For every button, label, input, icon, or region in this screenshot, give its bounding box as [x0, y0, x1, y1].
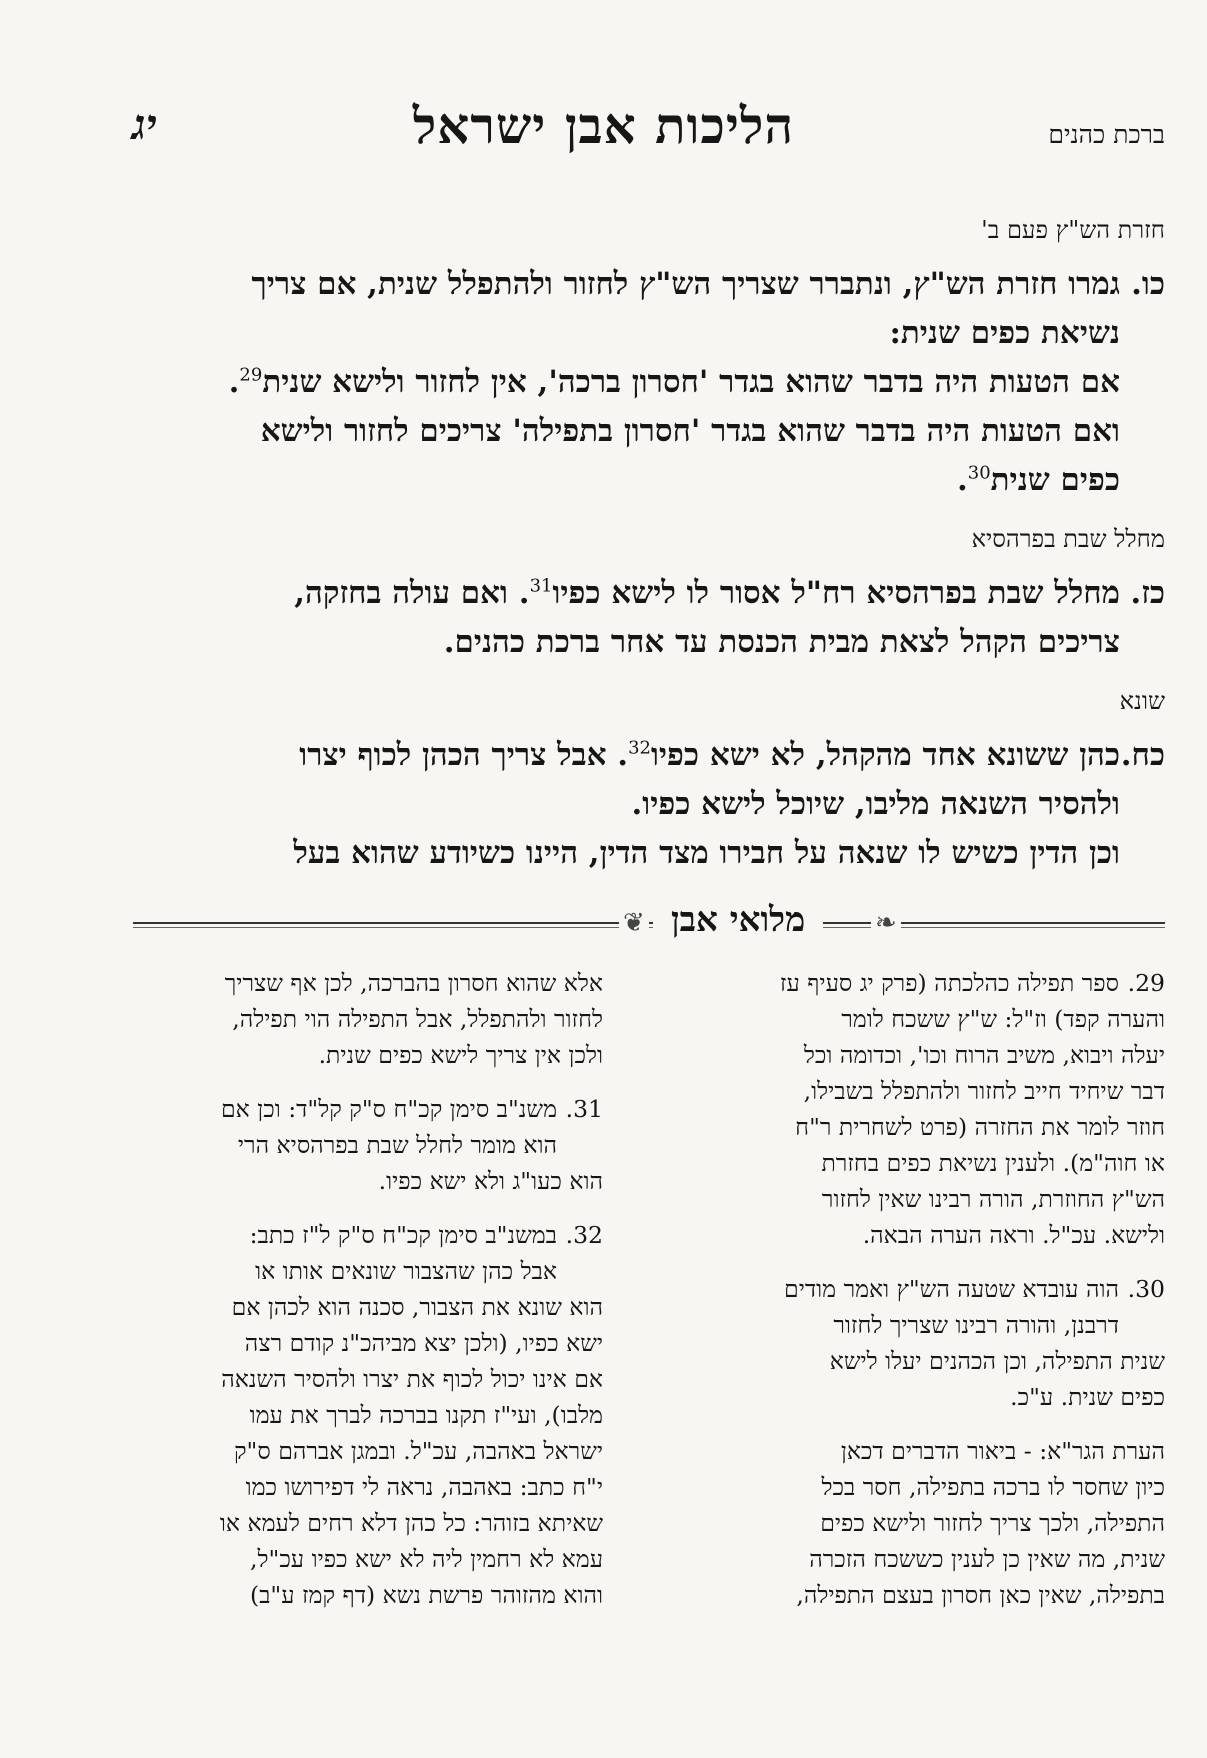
running-head: ברכת כהנים [1048, 120, 1165, 149]
footnote-number: 30. [1127, 1275, 1165, 1303]
section-subheading: מחלל שבת בפרהסיא [971, 525, 1165, 553]
paragraph-number: כז. [1130, 575, 1165, 611]
note-line: ולישא. עכ"ל. וראה הערה הבאה. [862, 1221, 1165, 1249]
page-title: הליכות אבן ישראל [412, 96, 795, 155]
note-line: במשנ"ב סימן קכ"ח ס"ק ל"ז כתב: [249, 1221, 557, 1249]
text-line [127, 569, 1120, 618]
note-line: עמא לא רחמין ליה לא ישא כפיו עכ"ל, [250, 1545, 603, 1573]
paragraph-26 [127, 260, 1165, 505]
note-line: אבל כהן שהצבור שונאים אותו או [255, 1257, 557, 1285]
note-line: אם אינו יכול לכוף את יצרו ולהסיר השנאה [221, 1365, 603, 1393]
footnote-number: 32. [565, 1221, 603, 1249]
paragraph-27 [127, 569, 1165, 667]
footnotes-heading: מלואי אבן [653, 900, 823, 940]
footnote-29 [695, 965, 1165, 1253]
note-line: שנית, מה שאין כן לענין כששכח הזכרה [809, 1545, 1165, 1573]
text-segment: . ואם עולה בחזקה, [294, 575, 530, 611]
text-line [127, 731, 1120, 780]
text-segment: כהן ששונא אחד מהקהל, לא ישא כפיו [651, 737, 1120, 773]
footnote-ref: 29 [239, 364, 263, 386]
divider-rule [133, 922, 1165, 924]
footnote-ref: 31 [529, 575, 553, 597]
text-segment: אם הטעות היה בדבר שהוא בגדר 'חסרון ברכה', אין לחזור ולישא שנית [262, 364, 1120, 400]
note-line: בתפילה, שאין כאן חסרון בעצם התפילה, [796, 1581, 1165, 1609]
note-line: דבר שיחיד חייב לחזור ולהתפלל בשבילו, [803, 1077, 1165, 1105]
note-line: הוא מומר לחלל שבת בפרהסיא הרי [237, 1131, 557, 1159]
note-line: לחזור ולהתפלל, אבל התפילה הוי תפילה, [232, 1005, 603, 1033]
divider-rule [133, 927, 1165, 928]
note-line: מלבו), ועי"ז תקנו בברכה לברך את עמו [249, 1401, 603, 1429]
note-line: הוא כעו"ג ולא ישא כפיו. [378, 1167, 603, 1195]
footnote-ref: 32 [628, 737, 651, 759]
note-line: הוה עובדא שטעה הש"ץ ואמר מודים [784, 1275, 1119, 1303]
footnote-30 [695, 1271, 1165, 1415]
note-line: הוא שונא את הצבור, סכנה הוא לכהן אם [231, 1293, 603, 1321]
page-number: יג [132, 100, 157, 149]
note-line: כפים שנית. ע"כ. [1010, 1383, 1165, 1411]
note-line: ספר תפילה כהלכתה (פרק יג סעיף עז [779, 969, 1119, 997]
text-line: כפים שנית$^{30}$. [956, 462, 1120, 498]
note-line: חוזר לומר את החזרה (פרט לשחרית ר"ח [795, 1113, 1165, 1141]
gra-note [695, 1433, 1165, 1613]
text-line: ולהסיר השנאה מליבו, שיוכל לישא כפיו. [631, 786, 1120, 822]
text-line: וכן הדין כשיש לו שנאה על חבירו מצד הדין, היינו כשיודע שהוא בעל [293, 835, 1120, 871]
text-segment: . אבל צריך הכהן לכוף יצרו [299, 737, 629, 773]
section-subheading: שונא [1119, 687, 1165, 715]
note-line: הערת הגר"א: - ביאור הדברים דכאן [840, 1437, 1165, 1465]
note-line: התפילה, ולכך צריך לחזור ולישא כפים [820, 1509, 1165, 1537]
footnote-number: 31. [565, 1095, 603, 1123]
footnotes-column-right [695, 965, 1165, 1631]
note-line: שאיתא בזוהר: כל כהן דלא רחים לעמא או [219, 1509, 603, 1537]
note-line: שנית התפילה, וכן הכהנים יעלו לישא [829, 1347, 1165, 1375]
note-line: כיון שחסר לו ברכה בתפילה, חסר בכל [821, 1473, 1165, 1501]
footnotes-column-left [133, 965, 603, 1631]
main-text [127, 210, 1165, 892]
note-line: יעלה ויבוא, משיב הרוח וכו', וכדומה וכל [803, 1041, 1165, 1069]
text-line: נשיאת כפים שנית: [889, 315, 1120, 351]
text-segment: כפים שנית [990, 462, 1120, 498]
note-line: הש"ץ החוזרת, הורה רבינו שאין לחזור [821, 1185, 1165, 1213]
footnote-32 [133, 1217, 603, 1613]
paragraph-number: כח. [1120, 737, 1165, 773]
scroll-ornament-icon: ❧ [871, 908, 901, 938]
note-line: והערה קפד) וז"ל: ש"ץ ששכח לומר [841, 1005, 1165, 1033]
text-line: גמרו חזרת הש"ץ, ונתברר שצריך הש"ץ לחזור ולהתפלל שנית, אם צריך [251, 266, 1120, 302]
paragraph-number: כו. [1131, 266, 1165, 302]
footnotes [133, 965, 1165, 1705]
text-line: צריכים הקהל לצאת מבית הכנסת עד אחר ברכת כהנים. [443, 624, 1120, 660]
note-line: ישא כפיו, (ולכן יצא מביהכ"נ קודם רצה [244, 1329, 603, 1357]
note-line: והוא מהזוהר פרשת נשא (דף קמז ע"ב) [249, 1581, 603, 1609]
footnote-ref: 30 [967, 462, 991, 484]
footnote-number: 29. [1127, 969, 1165, 997]
scroll-ornament-icon: ❦ [619, 908, 649, 938]
text-segment: מחלל שבת בפרהסיא רח"ל אסור לו לישא כפיו [552, 575, 1120, 611]
note-line: או חוה"מ). ולענין נשיאת כפים בחזרת [821, 1149, 1165, 1177]
paragraph-28 [127, 731, 1165, 878]
gra-note-continued [133, 965, 603, 1073]
note-line: אלא שהוא חסרון בהברכה, לכן אף שצריך [224, 969, 603, 997]
text-line: ואם הטעות היה בדבר שהוא בגדר 'חסרון בתפילה' צריכים לחזור ולישא [260, 413, 1120, 449]
note-line: משנ"ב סימן קכ"ח ס"ק קל"ד: וכן אם [221, 1095, 557, 1123]
note-line: ולכן אין צריך לישא כפים שנית. [318, 1041, 603, 1069]
note-line: י"ח כתב: באהבה, נראה לי דפירושו כמו [245, 1473, 603, 1501]
note-line: ישראל באהבה, עכ"ל. ובמגן אברהם ס"ק [233, 1437, 603, 1465]
text-line: אם הטעות היה בדבר שהוא בגדר 'חסרון ברכה', אין לחזור ולישא שנית$^{29}$. [228, 364, 1120, 400]
footnote-31 [133, 1091, 603, 1199]
note-line: דרבנן, והורה רבינו שצריך לחזור [833, 1311, 1119, 1339]
section-subheading: חזרת הש"ץ פעם ב' [981, 216, 1165, 244]
footnotes-divider [133, 900, 1165, 944]
page-header [0, 96, 1207, 156]
